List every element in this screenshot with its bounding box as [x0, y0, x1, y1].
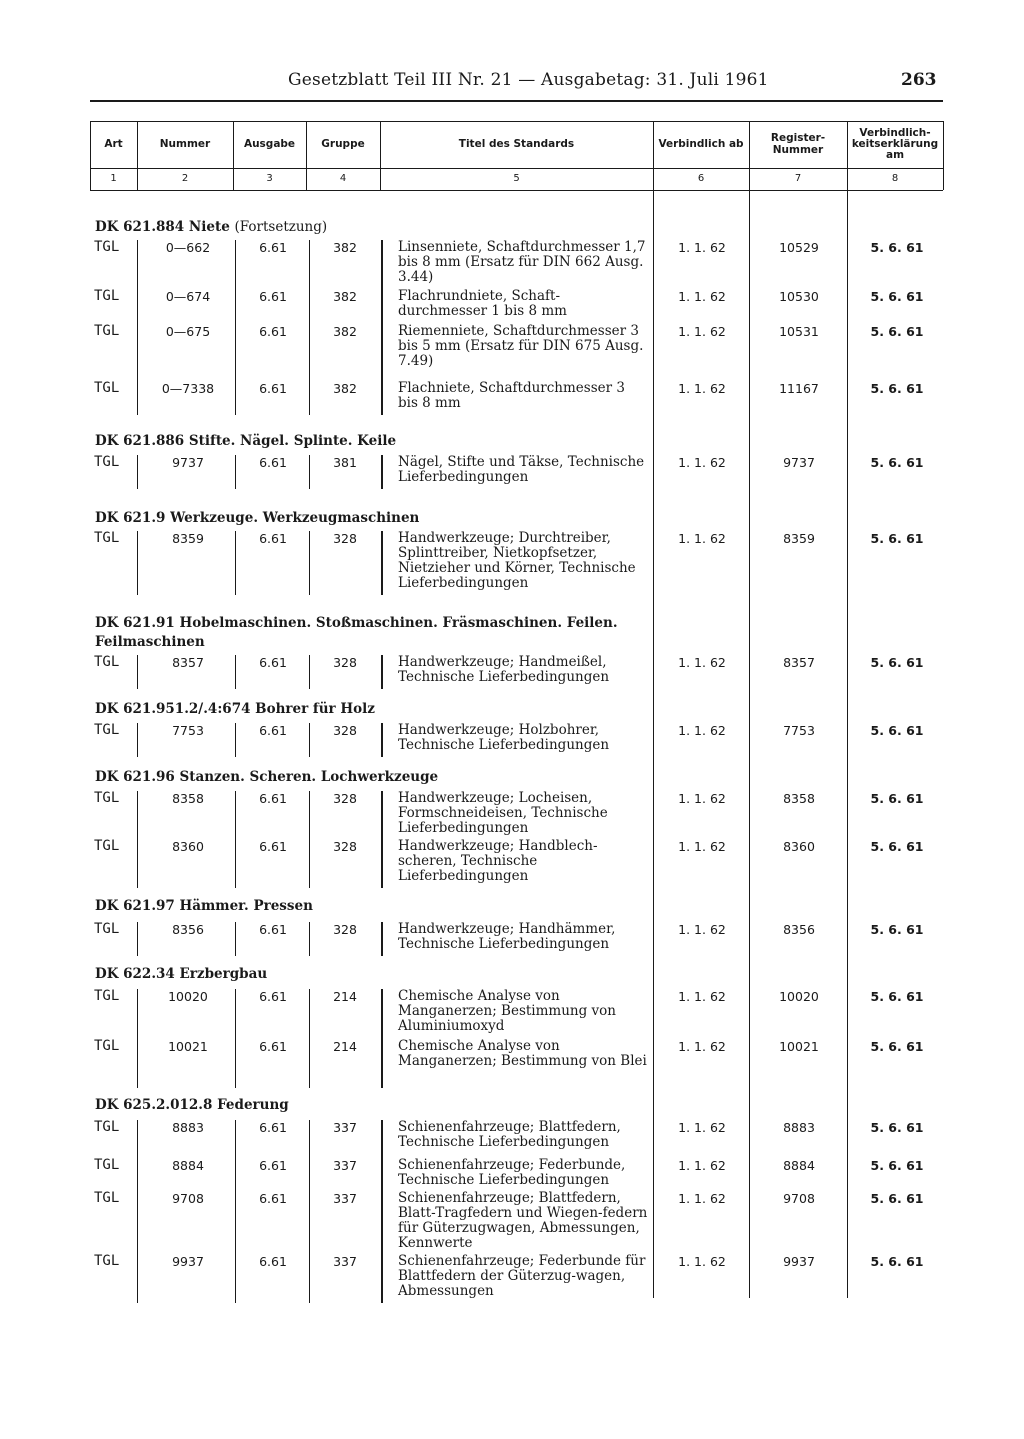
title-column-bar [381, 1120, 383, 1303]
row-titel: Riemenniete, Schaftdurchmesser 3 bis 5 mm (Ersatz für DIN 675 Ausg. 7.49) [398, 323, 644, 369]
row-verbindlichkeitserklaerung: 5. 6. 61 [870, 1191, 924, 1206]
row-verbindlich-ab: 1. 1. 62 [678, 324, 726, 339]
row-verbindlich-ab: 1. 1. 62 [678, 655, 726, 670]
row-art: TGL [94, 323, 120, 339]
section-heading [95, 700, 375, 719]
row-register-nummer: 8359 [783, 531, 815, 546]
section-heading [95, 897, 313, 916]
row-gruppe: 337 [333, 1158, 357, 1173]
row-verbindlichkeitserklaerung: 5. 6. 61 [870, 1254, 924, 1269]
section-heading-text: DK 621.9 Werkzeuge. Werkzeugmaschinen [95, 510, 420, 526]
row-art: TGL [94, 722, 120, 738]
row-gruppe: 328 [333, 531, 357, 546]
row-register-nummer: 11167 [779, 381, 819, 396]
row-titel: Chemische Analyse von Manganerzen; Bestimmung von Blei [398, 1038, 647, 1069]
row-verbindlich-ab: 1. 1. 62 [678, 1158, 726, 1173]
row-art: TGL [94, 1190, 120, 1206]
title-column-bar [381, 791, 383, 888]
section-heading [95, 965, 267, 984]
row-separator [137, 791, 138, 888]
section-heading-text: DK 622.34 Erzbergbau [95, 966, 268, 982]
row-separator [137, 1120, 138, 1303]
row-gruppe: 382 [333, 289, 357, 304]
column-number-ausgabe: 3 [266, 173, 273, 184]
row-titel: Flachrundniete, Schaft-durchmesser 1 bis 8 mm [398, 288, 567, 319]
row-ausgabe: 6.61 [259, 1191, 287, 1206]
section-heading-note: (Fortsetzung) [234, 219, 328, 235]
row-art: TGL [94, 921, 120, 937]
title-column-bar [381, 922, 383, 956]
row-ausgabe: 6.61 [259, 381, 287, 396]
row-ausgabe: 6.61 [259, 655, 287, 670]
row-separator [137, 922, 138, 956]
row-verbindlichkeitserklaerung: 5. 6. 61 [870, 324, 924, 339]
row-separator [309, 455, 310, 489]
column-number-nummer: 2 [181, 173, 189, 184]
row-gruppe: 381 [333, 455, 357, 470]
row-titel: Nägel, Stifte und Täkse, Technische Lieferbedingungen [398, 454, 645, 485]
column-number-verbindlich-ab: 6 [697, 173, 705, 184]
column-header-ausgabe: Ausgabe [243, 137, 296, 150]
row-verbindlich-ab: 1. 1. 62 [678, 791, 726, 806]
row-gruppe: 328 [333, 655, 357, 670]
row-register-nummer: 7753 [783, 723, 815, 738]
row-separator [309, 240, 310, 415]
table-number-rule [90, 190, 943, 191]
row-art: TGL [94, 654, 120, 670]
row-art: TGL [94, 530, 120, 546]
row-gruppe: 214 [333, 989, 357, 1004]
row-gruppe: 214 [333, 1039, 357, 1054]
row-gruppe: 382 [333, 324, 357, 339]
row-register-nummer: 8357 [783, 655, 815, 670]
section-heading [95, 218, 327, 237]
row-verbindlichkeitserklaerung: 5. 6. 61 [870, 839, 924, 854]
row-art: TGL [94, 1253, 120, 1269]
row-separator [235, 1120, 236, 1303]
row-gruppe: 328 [333, 922, 357, 937]
row-verbindlich-ab: 1. 1. 62 [678, 240, 726, 255]
table-header-rule [90, 168, 943, 169]
row-ausgabe: 6.61 [259, 531, 287, 546]
column-header-gruppe: Gruppe [321, 137, 365, 150]
row-gruppe: 337 [333, 1120, 357, 1135]
title-column-bar [381, 531, 383, 595]
section-heading-text: DK 621.886 Stifte. Nägel. Splinte. Keile [95, 433, 397, 449]
row-nummer: 8356 [172, 922, 204, 937]
row-titel: Schienenfahrzeuge; Federbunde, Technische Lieferbedingungen [398, 1157, 626, 1188]
page-number: 263 [901, 70, 937, 90]
row-separator [309, 791, 310, 888]
row-art: TGL [94, 838, 120, 854]
row-separator [137, 531, 138, 595]
row-gruppe: 337 [333, 1191, 357, 1206]
row-titel: Flachniete, Schaftdurchmesser 3 bis 8 mm [398, 380, 625, 411]
row-separator [309, 1120, 310, 1303]
section-heading [95, 768, 438, 787]
row-ausgabe: 6.61 [259, 240, 287, 255]
row-verbindlich-ab: 1. 1. 62 [678, 989, 726, 1004]
row-art: TGL [94, 380, 120, 396]
row-nummer: 8360 [172, 839, 204, 854]
row-verbindlichkeitserklaerung: 5. 6. 61 [870, 455, 924, 470]
row-ausgabe: 6.61 [259, 922, 287, 937]
row-register-nummer: 9937 [783, 1254, 815, 1269]
column-number-art: 1 [110, 173, 117, 184]
row-nummer: 0—662 [165, 240, 211, 255]
row-art: TGL [94, 1038, 120, 1054]
row-verbindlichkeitserklaerung: 5. 6. 61 [870, 381, 924, 396]
row-titel: Schienenfahrzeuge; Blattfedern, Blatt-Tragfedern und Wiegen-federn für Güterzugwagen, Abmessungen, Kennwerte [398, 1190, 648, 1251]
column-number-titel: 5 [513, 173, 520, 184]
row-verbindlichkeitserklaerung: 5. 6. 61 [870, 655, 924, 670]
column-number-verbindlichkeitserklaerung: 8 [891, 173, 899, 184]
column-header-nummer: Nummer [159, 137, 211, 150]
row-art: TGL [94, 454, 120, 470]
row-nummer: 9937 [172, 1254, 204, 1269]
row-art: TGL [94, 1157, 120, 1173]
row-verbindlichkeitserklaerung: 5. 6. 61 [870, 989, 924, 1004]
row-nummer: 10021 [168, 1039, 208, 1054]
row-verbindlich-ab: 1. 1. 62 [678, 723, 726, 738]
column-header-titel: Titel des Standards [458, 137, 575, 150]
row-verbindlichkeitserklaerung: 5. 6. 61 [870, 1120, 924, 1135]
body-column-divider [749, 190, 750, 1298]
row-nummer: 0—674 [165, 289, 211, 304]
row-nummer: 7753 [172, 723, 204, 738]
body-column-divider [847, 190, 848, 1298]
title-column-bar [381, 723, 383, 757]
row-nummer: 0—675 [165, 324, 211, 339]
column-number-register-nummer: 7 [794, 173, 802, 184]
column-header-verbindlichkeitserklaerung: Verbindlich-keitserklärung am [851, 126, 939, 161]
column-header-register-nummer: Register-Nummer [770, 132, 826, 156]
column-header-art: Art [104, 137, 123, 150]
row-ausgabe: 6.61 [259, 723, 287, 738]
row-nummer: 8357 [172, 655, 204, 670]
row-gruppe: 328 [333, 723, 357, 738]
row-separator [309, 531, 310, 595]
row-verbindlich-ab: 1. 1. 62 [678, 455, 726, 470]
row-art: TGL [94, 239, 120, 255]
row-register-nummer: 10529 [779, 240, 819, 255]
row-titel: Handwerkzeuge; Handhämmer, Technische Lieferbedingungen [398, 921, 616, 952]
row-verbindlich-ab: 1. 1. 62 [678, 531, 726, 546]
row-verbindlichkeitserklaerung: 5. 6. 61 [870, 289, 924, 304]
row-ausgabe: 6.61 [259, 1158, 287, 1173]
column-header-verbindlich-ab: Verbindlich ab [658, 137, 744, 150]
row-titel: Linsenniete, Schaftdurchmesser 1,7 bis 8 mm (Ersatz für DIN 662 Ausg. 3.44) [398, 239, 646, 285]
section-heading [95, 614, 655, 652]
page-header-title: Gesetzblatt Teil III Nr. 21 — Ausgabetag: 31. Juli 1961 [288, 70, 769, 90]
row-art: TGL [94, 988, 120, 1004]
row-register-nummer: 8884 [783, 1158, 815, 1173]
title-column-bar [381, 455, 383, 489]
row-art: TGL [94, 790, 120, 806]
row-verbindlich-ab: 1. 1. 62 [678, 1191, 726, 1206]
row-titel: Handwerkzeuge; Handmeißel, Technische Lieferbedingungen [398, 654, 610, 685]
section-heading [95, 1096, 289, 1115]
row-verbindlich-ab: 1. 1. 62 [678, 289, 726, 304]
row-verbindlichkeitserklaerung: 5. 6. 61 [870, 922, 924, 937]
section-heading-text: DK 621.96 Stanzen. Scheren. Lochwerkzeuge [95, 769, 439, 785]
row-verbindlichkeitserklaerung: 5. 6. 61 [870, 1039, 924, 1054]
row-register-nummer: 10531 [779, 324, 819, 339]
row-nummer: 8884 [172, 1158, 204, 1173]
row-nummer: 9737 [172, 455, 204, 470]
row-nummer: 9708 [172, 1191, 204, 1206]
row-ausgabe: 6.61 [259, 455, 287, 470]
section-heading-text: DK 621.91 Hobelmaschinen. Stoßmaschinen. Fräsmaschinen. Feilen. Feilmaschinen [95, 615, 618, 650]
column-number-gruppe: 4 [339, 173, 347, 184]
row-titel: Chemische Analyse von Manganerzen; Bestimmung von Aluminiumoxyd [398, 988, 616, 1034]
row-separator [137, 989, 138, 1088]
row-ausgabe: 6.61 [259, 791, 287, 806]
row-nummer: 8358 [172, 791, 204, 806]
title-column-bar [381, 989, 383, 1088]
row-register-nummer: 8360 [783, 839, 815, 854]
row-nummer: 10020 [168, 989, 208, 1004]
section-heading-text: DK 621.951.2/.4:674 Bohrer für Holz [95, 701, 375, 717]
row-register-nummer: 8356 [783, 922, 815, 937]
title-column-bar [381, 655, 383, 689]
row-verbindlich-ab: 1. 1. 62 [678, 839, 726, 854]
row-register-nummer: 10530 [779, 289, 819, 304]
row-titel: Handwerkzeuge; Locheisen, Formschneideisen, Technische Lieferbedingungen [398, 790, 608, 836]
row-separator [309, 655, 310, 689]
row-verbindlichkeitserklaerung: 5. 6. 61 [870, 791, 924, 806]
row-separator [309, 723, 310, 757]
row-gruppe: 382 [333, 381, 357, 396]
section-heading-text: DK 621.97 Hämmer. Pressen [95, 898, 313, 914]
header-rule [90, 100, 943, 102]
row-titel: Handwerkzeuge; Durchtreiber, Splinttreiber, Nietkopfsetzer, Nietzieher und Körner, Technische Lieferbedingungen [398, 530, 636, 591]
row-titel: Schienenfahrzeuge; Federbunde für Blattfedern der Güterzug-wagen, Abmessungen [398, 1253, 646, 1299]
row-ausgabe: 6.61 [259, 289, 287, 304]
row-verbindlich-ab: 1. 1. 62 [678, 381, 726, 396]
row-verbindlich-ab: 1. 1. 62 [678, 922, 726, 937]
section-heading [95, 432, 396, 451]
row-ausgabe: 6.61 [259, 1039, 287, 1054]
row-titel: Handwerkzeuge; Handblech-scheren, Technische Lieferbedingungen [398, 838, 598, 884]
row-verbindlichkeitserklaerung: 5. 6. 61 [870, 240, 924, 255]
row-ausgabe: 6.61 [259, 839, 287, 854]
section-heading [95, 509, 419, 528]
row-separator [137, 655, 138, 689]
row-register-nummer: 10020 [779, 989, 819, 1004]
row-register-nummer: 9737 [783, 455, 815, 470]
row-titel: Handwerkzeuge; Holzbohrer, Technische Lieferbedingungen [398, 722, 610, 753]
column-divider [943, 121, 944, 190]
row-separator [137, 455, 138, 489]
row-separator [309, 922, 310, 956]
section-heading-text: DK 621.884 Niete [95, 219, 230, 235]
row-art: TGL [94, 1119, 120, 1135]
row-register-nummer: 8358 [783, 791, 815, 806]
row-titel: Schienenfahrzeuge; Blattfedern, Technische Lieferbedingungen [398, 1119, 621, 1150]
row-gruppe: 382 [333, 240, 357, 255]
row-separator [137, 723, 138, 757]
row-verbindlichkeitserklaerung: 5. 6. 61 [870, 1158, 924, 1173]
row-gruppe: 328 [333, 791, 357, 806]
row-ausgabe: 6.61 [259, 1120, 287, 1135]
row-separator [137, 240, 138, 415]
body-column-divider [653, 190, 654, 1298]
row-nummer: 8359 [172, 531, 204, 546]
row-ausgabe: 6.61 [259, 989, 287, 1004]
title-column-bar [381, 240, 383, 415]
row-verbindlichkeitserklaerung: 5. 6. 61 [870, 723, 924, 738]
row-gruppe: 328 [333, 839, 357, 854]
row-art: TGL [94, 288, 120, 304]
row-verbindlich-ab: 1. 1. 62 [678, 1039, 726, 1054]
row-ausgabe: 6.61 [259, 1254, 287, 1269]
row-register-nummer: 9708 [783, 1191, 815, 1206]
row-register-nummer: 10021 [779, 1039, 819, 1054]
row-verbindlich-ab: 1. 1. 62 [678, 1254, 726, 1269]
section-heading-text: DK 625.2.012.8 Federung [95, 1097, 289, 1113]
row-nummer: 0—7338 [161, 381, 215, 396]
row-separator [309, 989, 310, 1088]
row-verbindlich-ab: 1. 1. 62 [678, 1120, 726, 1135]
row-verbindlichkeitserklaerung: 5. 6. 61 [870, 531, 924, 546]
row-nummer: 8883 [172, 1120, 204, 1135]
row-ausgabe: 6.61 [259, 324, 287, 339]
row-gruppe: 337 [333, 1254, 357, 1269]
row-register-nummer: 8883 [783, 1120, 815, 1135]
